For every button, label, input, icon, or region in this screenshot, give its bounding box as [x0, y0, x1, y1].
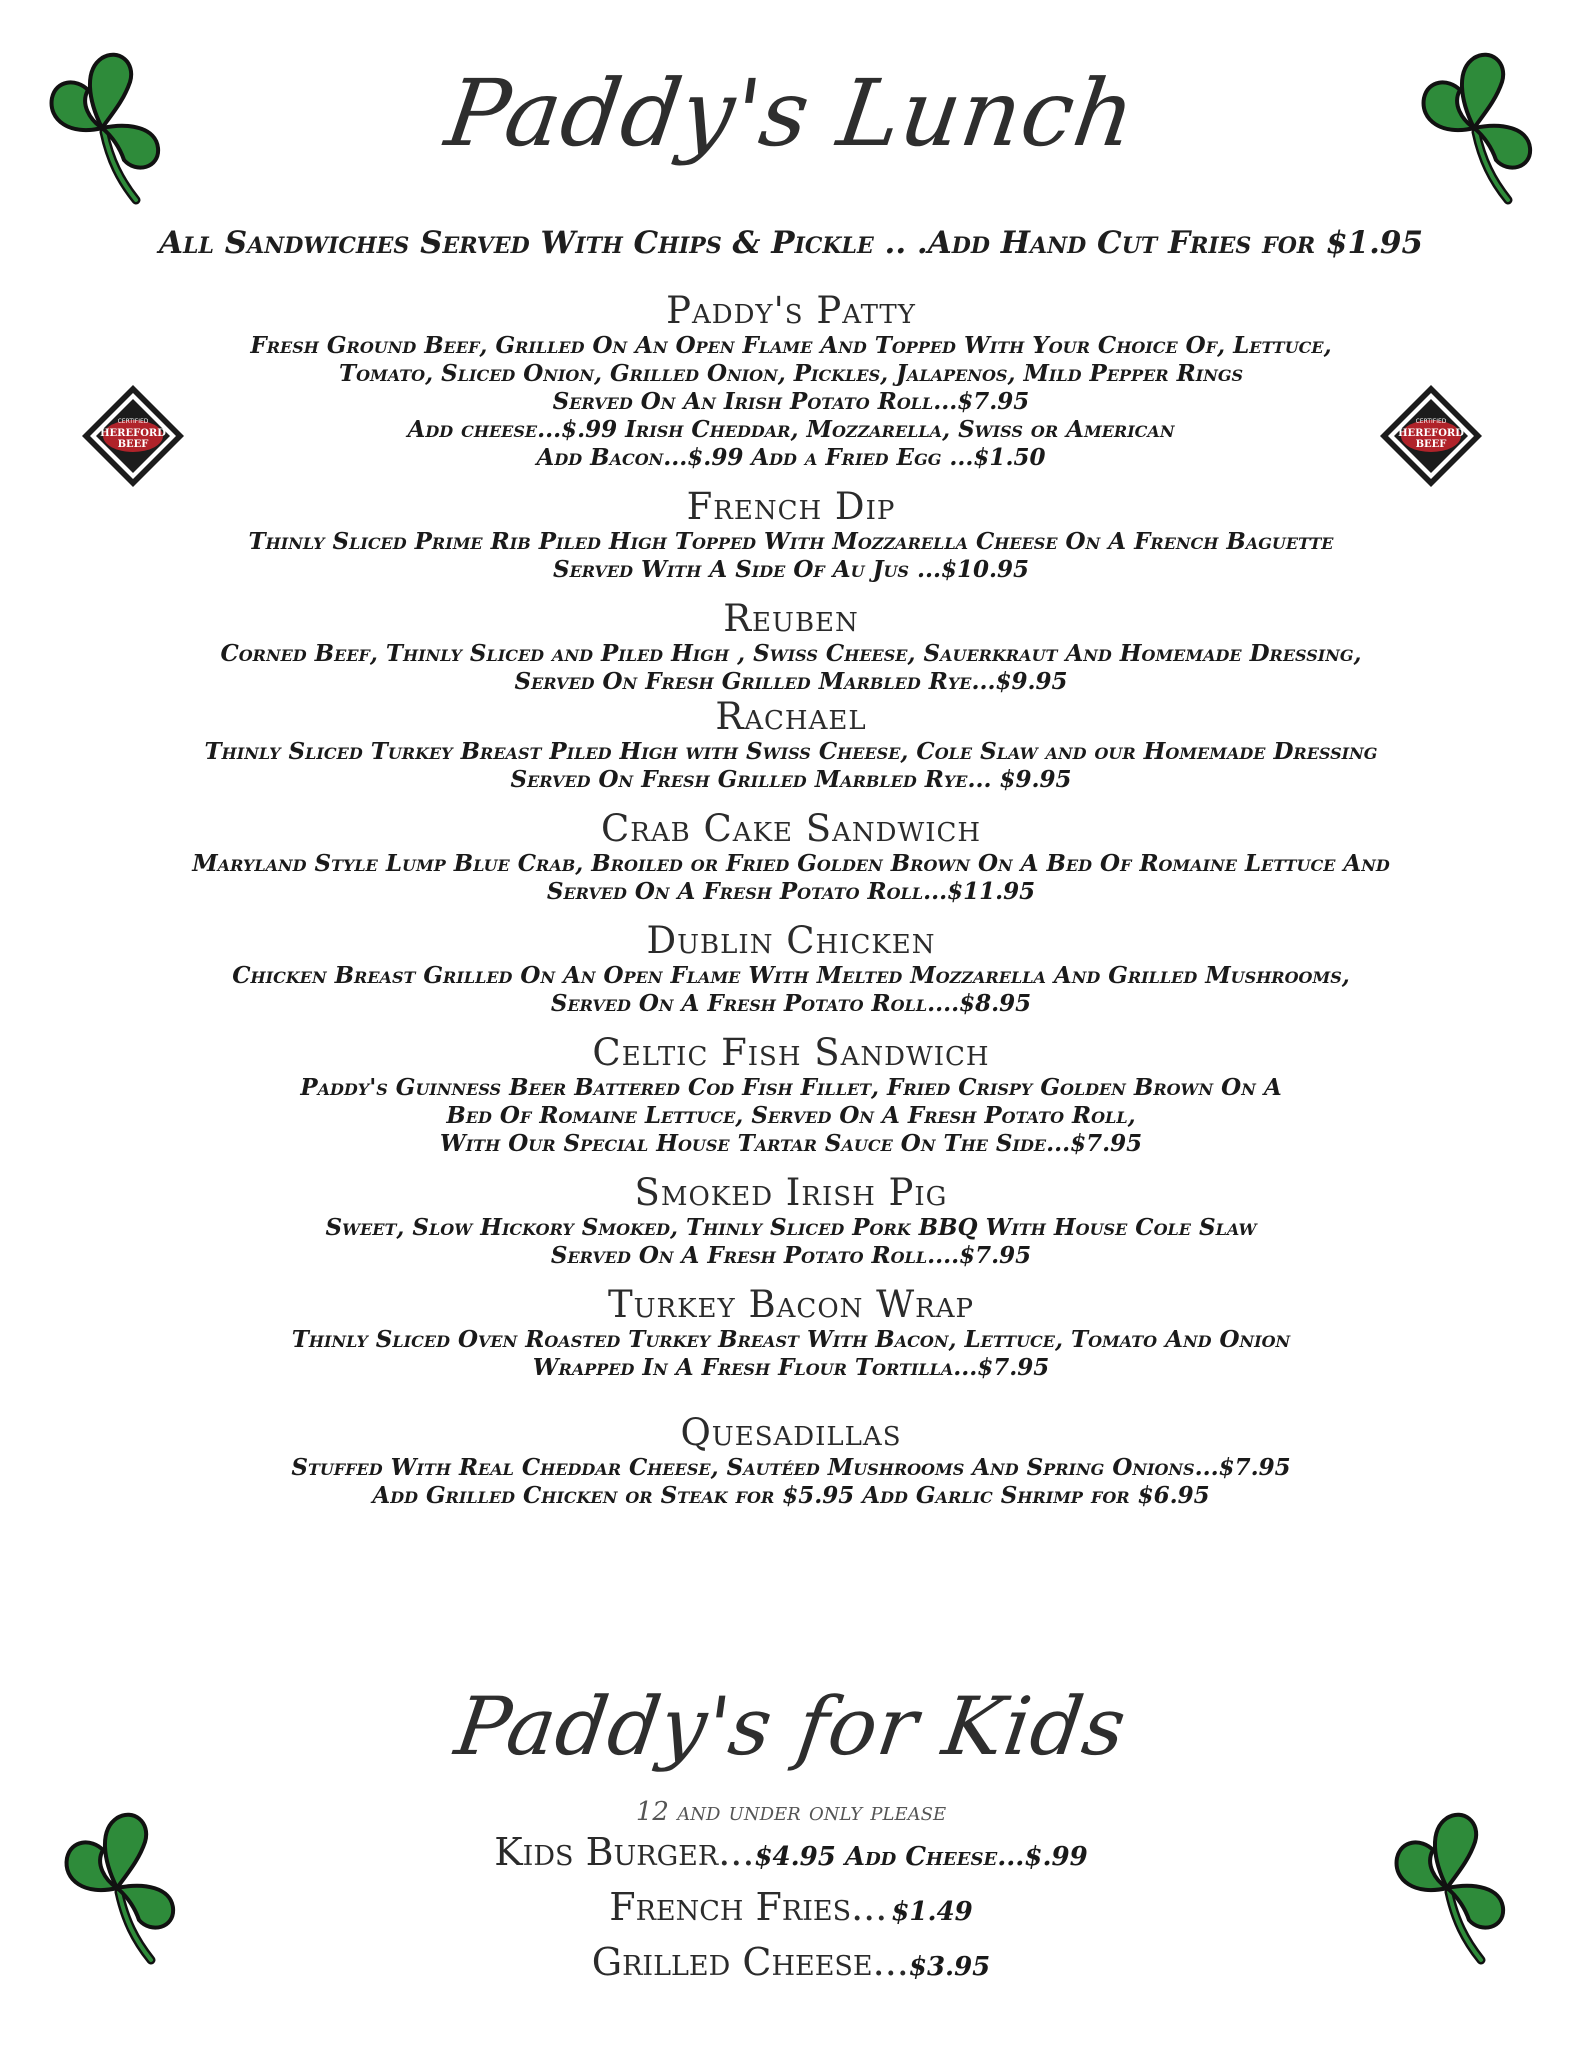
kids-menu	[0, 1795, 1582, 1994]
lunch-menu	[60, 290, 1522, 1510]
menu-item-desc: Served On A Fresh Potato Roll....$8.95	[550, 990, 1032, 1017]
menu-item-desc: Add Bacon...$.99 Add a Fried Egg ...$1.50	[536, 444, 1046, 471]
menu-item-name: Quesadillas	[680, 1411, 902, 1454]
kids-item-name: French Fries...	[609, 1885, 888, 1929]
menu-item-desc: Thinly Sliced Oven Roasted Turkey Breast With Bacon, Lettuce, Tomato And Onion	[291, 1326, 1291, 1353]
menu-item	[60, 1412, 1522, 1510]
menu-item	[60, 1172, 1522, 1270]
menu-item-desc: Chicken Breast Grilled On An Open Flame With Melted Mozzarella And Grilled Mushrooms,	[232, 962, 1350, 989]
menu-item-desc: Wrapped In A Fresh Flour Tortilla...$7.95	[532, 1354, 1050, 1381]
menu-item-name: Paddy's Patty	[666, 289, 916, 332]
kids-item	[0, 1939, 1582, 1994]
kids-item-name: Grilled Cheese...	[591, 1940, 909, 1984]
kids-age-note: 12 and under only please	[635, 1797, 947, 1827]
menu-item-desc: Paddy's Guinness Beer Battered Cod Fish Fillet, Fried Crispy Golden Brown On A	[300, 1074, 1282, 1101]
menu-item	[60, 1284, 1522, 1382]
menu-item-desc: Served With A Side Of Au Jus ...$10.95	[552, 556, 1030, 583]
badge-hereford-text: HEREFORD	[1398, 428, 1464, 439]
menu-item-desc: Maryland Style Lump Blue Crab, Broiled or Fried Golden Brown On A Bed Of Romaine Lettuce And	[192, 850, 1390, 877]
badge-hereford-text: HEREFORD	[100, 428, 166, 439]
badge-certified-text: CERTIFIED	[117, 418, 149, 425]
badge-beef-text: BEEF	[1415, 439, 1447, 450]
menu-item-desc: Sweet, Slow Hickory Smoked, Thinly Sliced Pork BBQ With House Cole Slaw	[325, 1214, 1257, 1241]
kids-item	[0, 1829, 1582, 1884]
kids-item-price: $3.95	[908, 1952, 991, 1982]
menu-item-name: Crab Cake Sandwich	[600, 807, 982, 850]
menu-item-desc: Served On A Fresh Potato Roll...$11.95	[546, 878, 1036, 905]
menu-item-desc: Thinly Sliced Prime Rib Piled High Topped With Mozzarella Cheese On A French Baguette	[248, 528, 1334, 555]
menu-item-name: Turkey Bacon Wrap	[607, 1283, 975, 1326]
menu-item	[60, 696, 1522, 794]
kids-section-title: Paddy's for Kids	[449, 1680, 1133, 1773]
menu-item-desc: Corned Beef, Thinly Sliced and Piled High , Swiss Cheese, Sauerkraut And Homemade Dressing,	[220, 640, 1362, 667]
menu-item-desc: Served On A Fresh Potato Roll....$7.95	[550, 1242, 1032, 1269]
kids-item	[0, 1884, 1582, 1939]
menu-item-desc: Served On An Irish Potato Roll...$7.95	[552, 388, 1030, 415]
menu-item-desc: Add cheese...$.99 Irish Cheddar, Mozzarella, Swiss or American	[407, 416, 1175, 443]
menu-item-name: Rachael	[715, 695, 867, 738]
kids-item-price: $1.49	[891, 1897, 973, 1927]
menu-item-desc: With Our Special House Tartar Sauce On The Side...$7.95	[439, 1130, 1143, 1157]
menu-item-desc: Tomato, Sliced Onion, Grilled Onion, Pickles, Jalapenos, Mild Pepper Rings	[338, 360, 1244, 387]
badge-certified-text: CERTIFIED	[1415, 418, 1447, 425]
badge-beef-text: BEEF	[117, 439, 149, 450]
menu-item	[60, 1032, 1522, 1158]
menu-item-desc: Thinly Sliced Turkey Breast Piled High with Swiss Cheese, Cole Slaw and our Homemade Dressing	[204, 738, 1378, 765]
menu-item-desc: Served On Fresh Grilled Marbled Rye...$9.95	[514, 668, 1068, 695]
page-title: Paddy's Lunch	[439, 60, 1143, 167]
menu-item-desc: Add Grilled Chicken or Steak for $5.95 Add Garlic Shrimp for $6.95	[372, 1482, 1210, 1509]
kids-item-name: Kids Burger...	[494, 1830, 755, 1874]
menu-item-name: Dublin Chicken	[646, 919, 936, 962]
menu-item-desc: Served On Fresh Grilled Marbled Rye... $9.95	[510, 766, 1072, 793]
menu-item-desc: Stuffed With Real Cheddar Cheese, Sautéed Mushrooms And Spring Onions...$7.95	[291, 1454, 1291, 1481]
menu-item-name: Reuben	[723, 597, 859, 640]
menu-tagline: All Sandwiches Served With Chips & Pickle .. .Add Hand Cut Fries for $1.95	[158, 225, 1424, 261]
kids-item-price: $4.95 Add Cheese...$.99	[754, 1842, 1088, 1872]
menu-item-name: Celtic Fish Sandwich	[592, 1031, 990, 1074]
menu-item-desc: Fresh Ground Beef, Grilled On An Open Flame And Topped With Your Choice Of, Lettuce,	[250, 332, 1332, 359]
menu-item-desc: Bed Of Romaine Lettuce, Served On A Fresh Potato Roll,	[446, 1102, 1136, 1129]
menu-item-name: French Dip	[686, 485, 896, 528]
menu-item	[60, 290, 1522, 472]
menu-item	[60, 598, 1522, 696]
menu-item-name: Smoked Irish Pig	[634, 1171, 948, 1214]
menu-item	[60, 486, 1522, 584]
menu-item	[60, 808, 1522, 906]
menu-item	[60, 920, 1522, 1018]
